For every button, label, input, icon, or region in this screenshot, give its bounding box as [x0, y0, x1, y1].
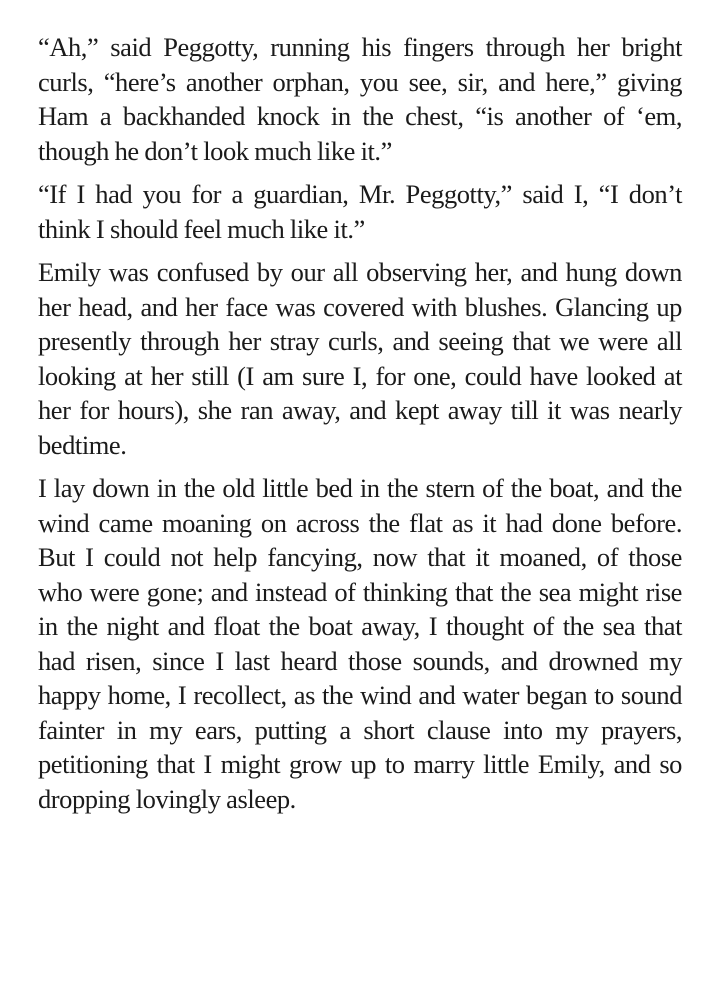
paragraph-3: Emily was confused by our all observing her, and hung down her head, and her face was covered with blushes. Glancing up presently through her stray curls, and seeing that we were all looking at her still (I am sure I, for one, could have looked at her for hours), she ran away, and kept away till it was nearly bedtime.	[38, 257, 682, 460]
paragraph-2: “If I had you for a guardian, Mr. Peggotty,” said I, “I don’t think I should feel much like it.”	[38, 179, 682, 244]
paragraph-1: “Ah,” said Peggotty, running his fingers through her bright curls, “here’s another orphan, you see, sir, and here,” giving Ham a backhanded knock in the chest, “is another of ‘em, though he don’t look much like it.”	[38, 32, 682, 166]
book-page	[38, 30, 682, 825]
paragraph-4: I lay down in the old little bed in the stern of the boat, and the wind came moaning on across the flat as it had done before. But I could not help fancying, now that it moaned, of those who were gone; and instead of thinking that the sea might rise in the night and float the boat away, I thought of the sea that had risen, since I last heard those sounds, and drowned my happy home, I recollect, as the wind and water began to sound fainter in my ears, putting a short clause into my prayers, petitioning that I might grow up to marry little Emily, and so dropping lovingly asleep.	[38, 473, 682, 814]
